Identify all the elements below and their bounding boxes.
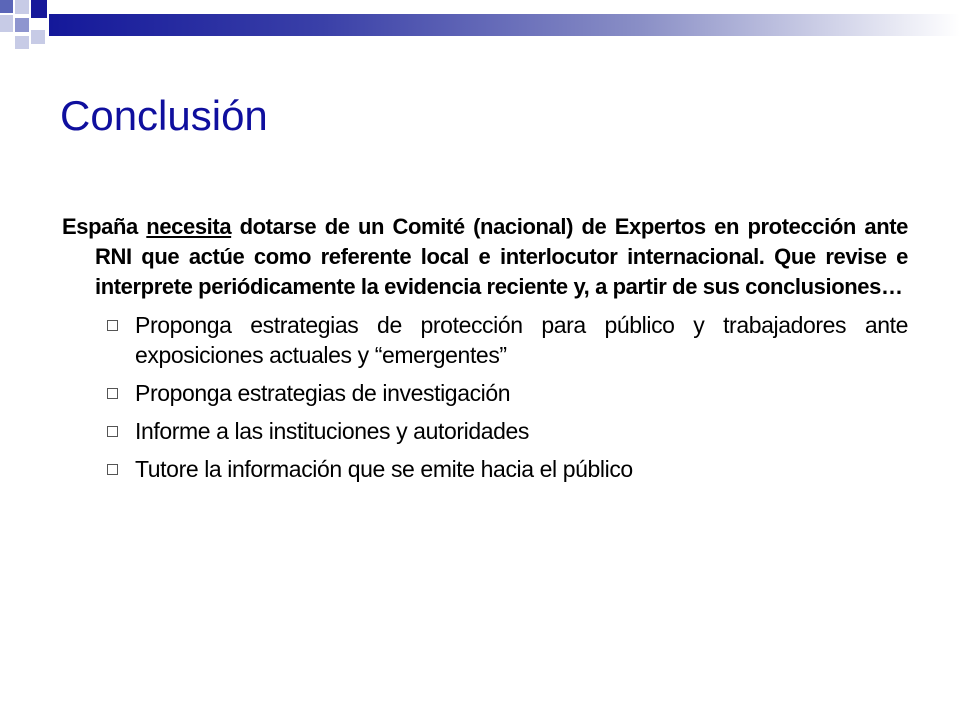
hollow-square-icon	[107, 464, 118, 475]
list-item-text: Proponga estrategias de protección para público y trabajadores ante exposiciones actuales y “emergentes”	[135, 312, 908, 368]
lead-text-start: España	[62, 214, 147, 239]
list-item-text: Tutore la información que se emite hacia el público	[135, 456, 633, 482]
list-item	[105, 454, 908, 484]
lead-underlined-word: necesita	[146, 214, 232, 239]
bullet-list	[62, 310, 908, 484]
slide-title: Conclusión	[60, 92, 268, 139]
decor-square	[15, 0, 29, 14]
list-item-text: Informe a las instituciones y autoridades	[135, 418, 529, 444]
list-item	[105, 378, 908, 408]
decor-square	[31, 30, 45, 44]
slide-body	[62, 212, 908, 492]
header-gradient-bar	[49, 14, 960, 36]
decor-square	[15, 36, 29, 49]
hollow-square-icon	[107, 426, 118, 437]
decor-square	[0, 0, 13, 13]
list-item	[105, 310, 908, 370]
decor-square	[31, 0, 47, 18]
lead-paragraph	[62, 212, 908, 302]
hollow-square-icon	[107, 388, 118, 399]
list-item-text: Proponga estrategias de investigación	[135, 380, 511, 406]
list-item	[105, 416, 908, 446]
hollow-square-icon	[107, 320, 118, 331]
lead-text-rest: dotarse de un Comité (nacional) de Expertos en protección ante RNI que actúe como referente local e interlocutor internacional. Que revise e interprete periódicamente la evidencia reciente y, a partir de sus conclusiones…	[95, 214, 908, 299]
decor-square	[0, 15, 13, 32]
decor-square	[15, 18, 29, 32]
